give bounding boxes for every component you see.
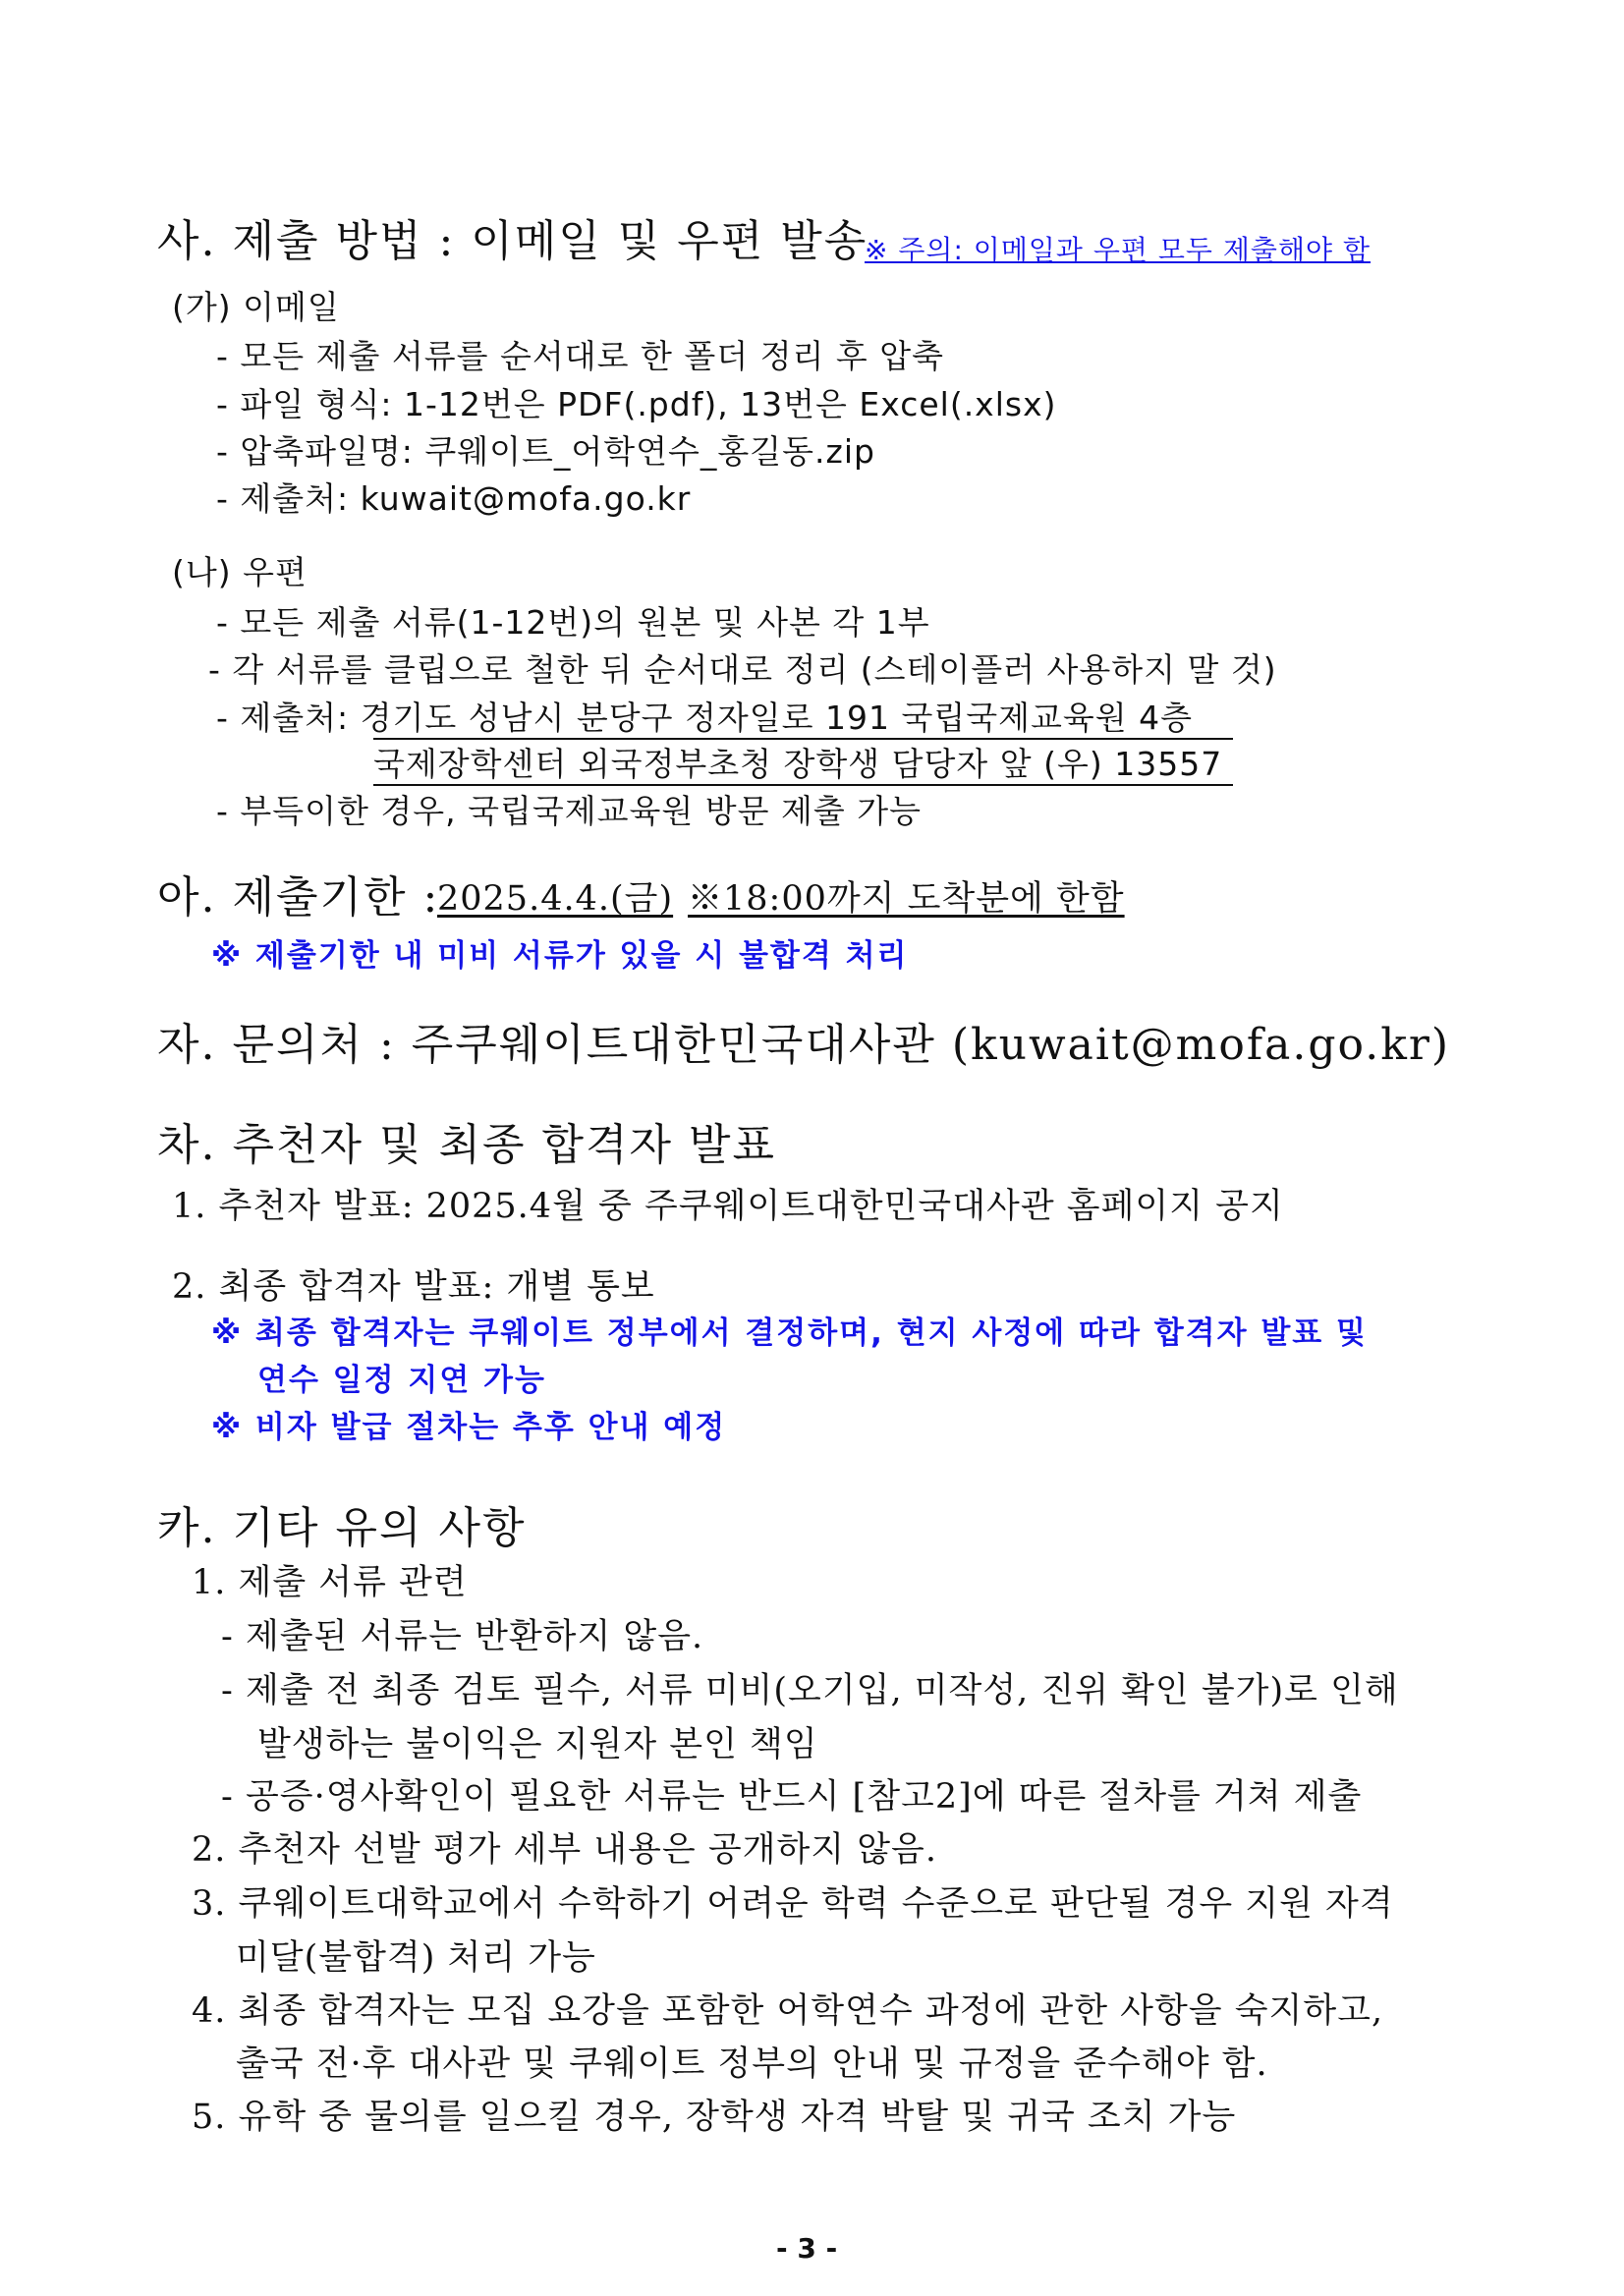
notes-item: - 제출된 서류는 반환하지 않음. bbox=[221, 1617, 704, 1656]
notes-item: 1. 제출 서류 관련 bbox=[192, 1563, 468, 1602]
post-item-address: - 제출처: 경기도 성남시 분당구 정자일로 191 국립국제교육원 4층 bbox=[216, 699, 1193, 737]
email-item: - 제출처: kuwait@mofa.go.kr bbox=[216, 479, 692, 518]
email-item: - 압축파일명: 쿠웨이트_어학연수_홍길동.zip bbox=[216, 432, 875, 471]
deadline-time: ※18:00까지 도착분에 한함 bbox=[688, 879, 1125, 919]
address-underline bbox=[373, 784, 1233, 786]
announcement-item: 1. 추천자 발표: 2025.4월 중 주쿠웨이트대한민국대사관 홈페이지 공지 bbox=[172, 1187, 1284, 1226]
section-heading-ja: 자. 문의처 : 주쿠웨이트대한민국대사관 (kuwait@mofa.go.kr) bbox=[157, 1020, 1451, 1070]
announcement-item: 2. 최종 합격자 발표: 개별 통보 bbox=[172, 1267, 655, 1307]
deadline-date: 2025.4.4.(금) bbox=[437, 879, 674, 919]
email-label: (가) 이메일 bbox=[172, 288, 340, 326]
visa-note: ※ 비자 발급 절차는 추후 안내 예정 bbox=[211, 1410, 727, 1445]
notes-item: 3. 쿠웨이트대학교에서 수학하기 어려운 학력 수준으로 판단될 경우 지원 자격 bbox=[192, 1884, 1394, 1924]
section-heading-ka: 카. 기타 유의 사항 bbox=[157, 1503, 527, 1553]
submission-note: ※ 주의: 이메일과 우편 모두 제출해야 함 bbox=[865, 234, 1372, 266]
notes-item: - 공증·영사확인이 필요한 서류는 반드시 [참고2]에 따른 절차를 거쳐 제출 bbox=[221, 1777, 1363, 1817]
post-item: - 부득이한 경우, 국립국제교육원 방문 제출 가능 bbox=[216, 792, 923, 830]
notes-item: 5. 유학 중 물의를 일으킬 경우, 장학생 자격 박탈 및 귀국 조치 가능 bbox=[192, 2098, 1237, 2137]
email-item: - 파일 형식: 1-12번은 PDF(.pdf), 13번은 Excel(.xlsx) bbox=[216, 385, 1057, 423]
notes-item-cont: 발생하는 불이익은 지원자 본인 책임 bbox=[257, 1725, 818, 1764]
page-number: - 3 - bbox=[776, 2232, 838, 2265]
post-item: - 각 서류를 클립으로 철한 뒤 순서대로 정리 (스테이플러 사용하지 말 것) bbox=[208, 650, 1277, 689]
announcement-note: ※ 최종 합격자는 쿠웨이트 정부에서 결정하며, 현지 사정에 따라 합격자 발표 및 bbox=[211, 1316, 1368, 1351]
email-item: - 모든 제출 서류를 순서대로 한 폴더 정리 후 압축 bbox=[216, 337, 944, 375]
section-heading-cha: 차. 추천자 및 최종 합격자 발표 bbox=[157, 1120, 776, 1170]
section-heading-sa: 사. 제출 방법 : 이메일 및 우편 발송 bbox=[157, 216, 868, 266]
address-underline bbox=[373, 738, 1233, 740]
notes-item: 4. 최종 합격자는 모집 요강을 포함한 어학연수 과정에 관한 사항을 숙지하고, bbox=[192, 1991, 1384, 2031]
notes-item-cont: 출국 전·후 대사관 및 쿠웨이트 정부의 안내 및 규정을 준수해야 함. bbox=[236, 2044, 1268, 2084]
deadline-note: ※ 제출기한 내 미비 서류가 있을 시 불합격 처리 bbox=[211, 938, 909, 974]
announcement-note-cont: 연수 일정 지연 가능 bbox=[257, 1363, 546, 1398]
post-label: (나) 우편 bbox=[172, 553, 308, 591]
notes-item: - 제출 전 최종 검토 필수, 서류 미비(오기입, 미작성, 진위 확인 불가)로 인해 bbox=[221, 1671, 1399, 1710]
post-item-address-cont: 국제장학센터 외국정부초청 장학생 담당자 앞 (우) 13557 bbox=[373, 745, 1223, 783]
notes-item: 2. 추천자 선발 평가 세부 내용은 공개하지 않음. bbox=[192, 1830, 937, 1870]
notes-item-cont: 미달(불합격) 처리 가능 bbox=[236, 1938, 596, 1978]
post-item: - 모든 제출 서류(1-12번)의 원본 및 사본 각 1부 bbox=[216, 603, 930, 642]
section-heading-a: 아. 제출기한 : bbox=[157, 872, 440, 923]
